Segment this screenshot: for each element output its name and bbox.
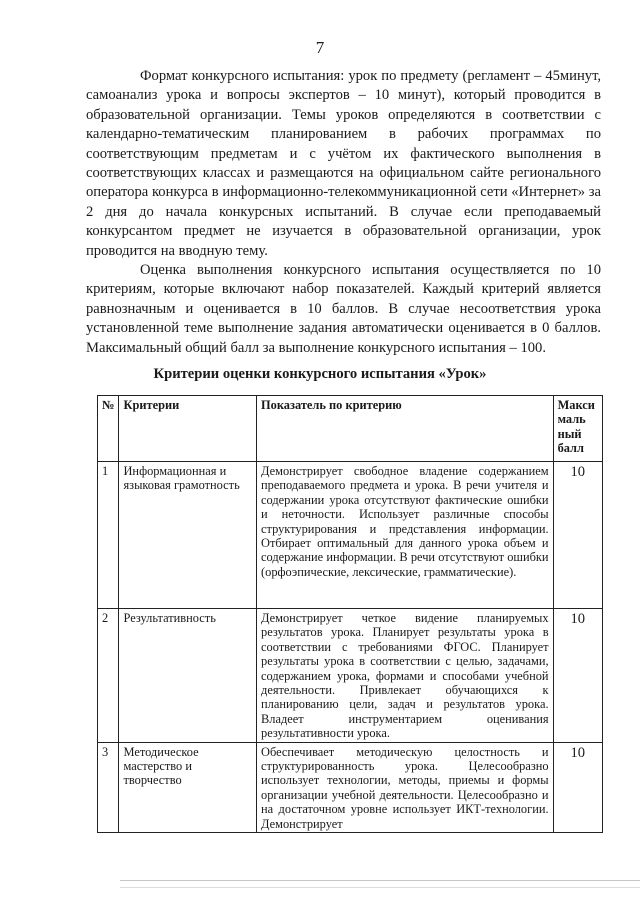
table-row (98, 462, 603, 609)
row-max-score: 10 (553, 742, 602, 832)
table-title: Критерии оценки конкурсного испытания «Урок» (153, 366, 487, 382)
table-row (98, 609, 603, 743)
row-indicator: Демонстрирует четкое видение планируемых результатов урока. Планирует результаты урока в соответствии с требованиями ФГОС. Планирует результаты урока в соответствии с целью, задачами, содержанием урока, формами и способами учебной деятельности. Привлекает обучающихся к планированию цели, задач и результатов урока. Владеет инструментарием оценивания результативности урока. (257, 609, 554, 743)
header-number: № (98, 396, 119, 462)
row-indicator: Демонстрирует свободное владение содержанием преподаваемого предмета и урока. В речи учителя и содержании урока отсутствуют фактические ошибки и неточности. Использует различные способы структурирования и представления информации. Отбирает оптимальный для данного урока объем и содержание информации. В речи отсутствуют ошибки (орфоэпические, лексические, грамматические). (257, 462, 554, 609)
header-criterion: Критерии (119, 396, 257, 462)
row-max-score: 10 (553, 462, 602, 609)
row-number: 3 (98, 742, 119, 832)
table-header-row (98, 396, 603, 462)
header-max-score: Макси маль ный балл (553, 396, 602, 462)
header-indicator: Показатель по критерию (257, 396, 554, 462)
row-indicator: Обеспечивает методическую целостность и структурированность урока. Целесообразно использует технологии, методы, приемы и формы организации учебной деятельности. Целесообразно и на достаточном уровне использует ИКТ-технологии. Демонстрирует (257, 742, 554, 832)
criteria-table (97, 395, 603, 833)
row-criterion: Методическое мастерство и творчество (119, 742, 257, 832)
row-number: 2 (98, 609, 119, 743)
row-number: 1 (98, 462, 119, 609)
row-criterion: Информационная и языковая грамотность (119, 462, 257, 609)
paragraph-format: Формат конкурсного испытания: урок по предмету (регламент – 45минут, самоанализ урока и вопросы экспертов – 10 минут), который проводится в образовательной организации. Темы уроков определяются в соответствии с календарно-тематическим планированием в рабочих программах по соответствующим предметам и с учётом их фактического выполнения в соответствующих классах и размещаются на официальном сайте регионального оператора конкурса в информационно-телекоммуникационной сети «Интернет» за 2 дня до начала конкурсных испытаний. В случае если преподаваемый конкурсантом предмет не изучается в образовательной организации, урок проводится на вводную тему. (86, 68, 601, 259)
row-criterion: Результативность (119, 609, 257, 743)
page-number: 7 (315, 38, 325, 57)
row-max-score: 10 (553, 609, 602, 743)
table-row (98, 742, 603, 832)
paragraph-evaluation: Оценка выполнения конкурсного испытания осуществляется по 10 критериям, которые включают набор показателей. Каждый критерий является равнозначным и оценивается в 10 баллов. В случае несоответствия урока установленной теме выполнение задания автоматически оценивается в 0 баллов. Максимальный общий балл за выполнение конкурсного испытания – 100. (86, 262, 601, 356)
scan-edge-lines (120, 880, 640, 888)
body-text (86, 67, 601, 358)
